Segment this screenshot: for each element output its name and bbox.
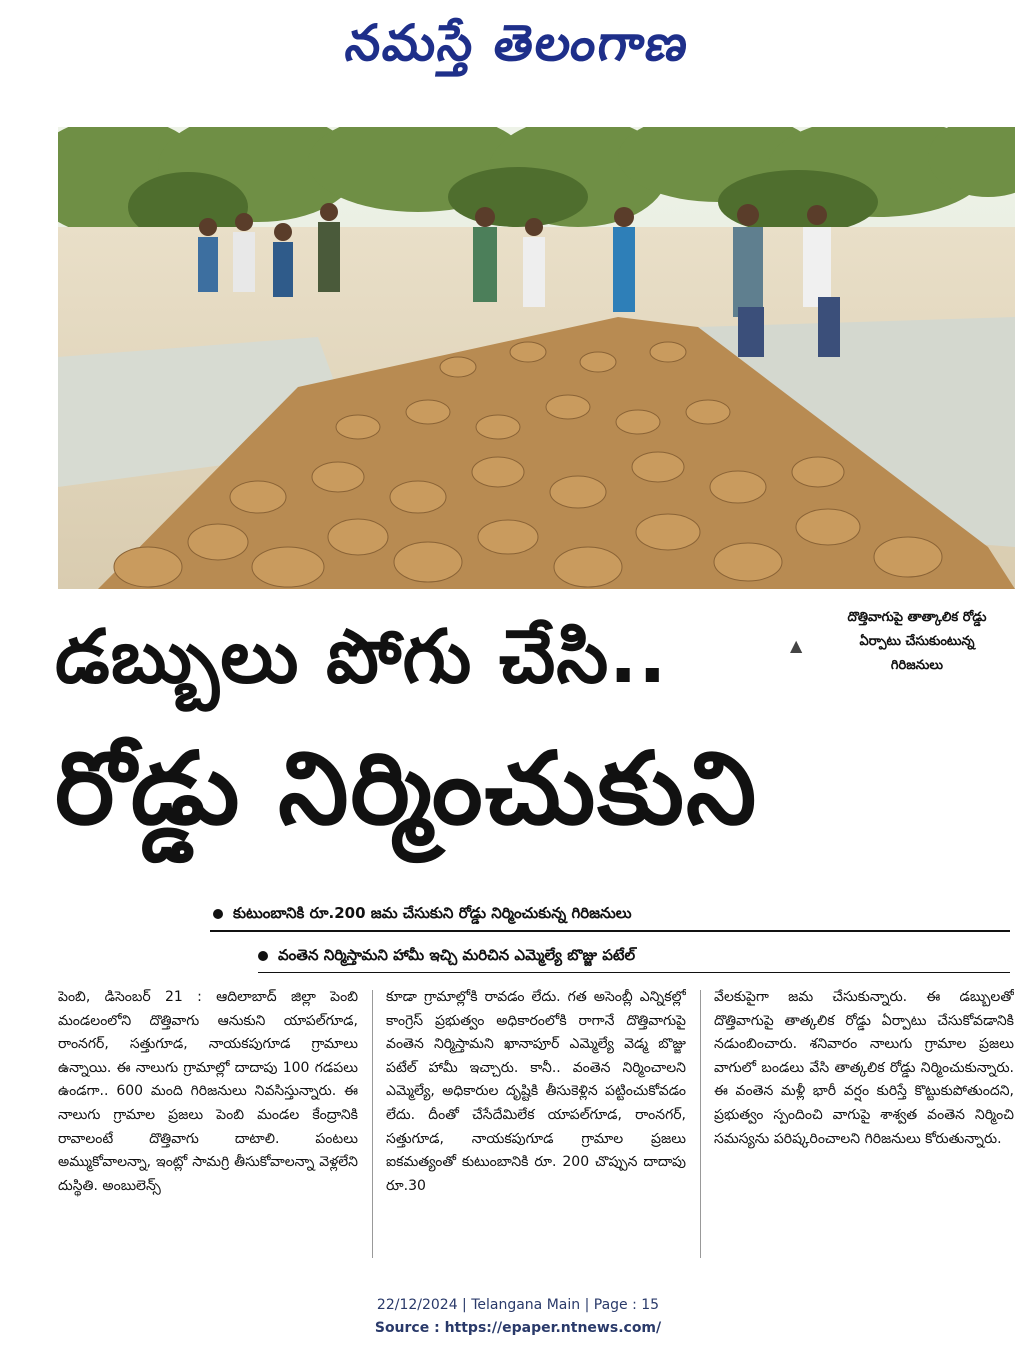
- subhead-divider: [258, 972, 1010, 973]
- masthead: [0, 8, 1036, 78]
- bullet-icon: [213, 909, 223, 919]
- article-column-3: వేలకుపైగా జమ చేసుకున్నారు. ఈ డబ్బులతో దొత్తివాగుపై తాత్కలిక రోడ్డు ఏర్పాటు చేసుకోవడానికి నడుంబించారు. శనివారం నాలుగు గ్రామాల ప్రజలు వాగులో బండలు వేసి తాత్కలిక రోడ్డు నిర్మించుకున్నారు. ఈ వంతెన మళ్లీ భారీ వర్షం కురిస్తే కొట్టుకుపోతుందని, ప్రభుత్వం స్పందించి వాగుపై శాశ్వత వంతెన నిర్మించి సమస్యను పరిష్కరించాలని గిరిజనులు కోరుతున్నారు.: [714, 989, 1014, 1147]
- caption-line: దొత్తివాగుపై తాత్కాలిక రోడ్డు: [847, 610, 987, 625]
- caption-line: ఏర్పాటు చేసుకుంటున్న: [859, 634, 975, 649]
- article-column-2: కూడా గ్రామాల్లోకి రావడం లేదు. గత అసెంబ్లీ ఎన్నికల్లో కాంగ్రెస్ ప్రభుత్వం అధికారంలోకి రాగానే దొత్తివాగుపై వంతెన నిర్మిస్తామని ఖానాపూర్ ఎమ్మెల్యే వెడ్మ బొజ్జు పటేల్ హామీ ఇచ్చారు. కానీ.. వంతెన నిర్మించాలని ఎమ్మెల్యే, అధికారుల దృష్టికి తీసుకెళ్లిన పట్టించుకోవడం లేదు. దీంతో చేసేదేమిలేక యాపల్‌గూడ, రాంనగర్, సత్తుగూడ, నాయకపుగూడ గ్రామాల ప్రజలు ఐకమత్యంతో కుటుంబానికి రూ. 200 చొప్పున దాదాపు రూ.30: [386, 989, 686, 1194]
- newspaper-logo: నమస్తే తెలంగాణ: [342, 13, 694, 72]
- subhead-text: వంతెన నిర్మిస్తామని హామీ ఇచ్చి మరిచిన ఎమ్మెల్యే బొజ్జు పటేల్: [278, 946, 636, 964]
- footer-edition-info: 22/12/2024 | Telangana Main | Page : 15: [376, 1297, 660, 1313]
- bullet-icon: [258, 951, 268, 961]
- subhead-text: కుటుంబానికి రూ.200 జమ చేసుకుని రోడ్డు నిర్మించుకున్న గిరిజనులు: [233, 904, 632, 922]
- photo-stone-road-construction: [58, 127, 1015, 589]
- subhead-divider: [210, 930, 1010, 932]
- article-body: [58, 986, 1020, 1262]
- headline-line-2: రోడ్డు నిర్మించుకుని: [55, 730, 759, 847]
- caption-arrow-icon: ▲: [790, 636, 803, 655]
- news-photo: [58, 127, 1015, 589]
- photo-caption: [812, 606, 1022, 678]
- subhead-1: [213, 902, 632, 924]
- column-divider: [700, 990, 701, 1258]
- subhead-2: [258, 944, 635, 966]
- footer-source-link[interactable]: Source : https://epaper.ntnews.com/: [374, 1320, 662, 1336]
- headline-line-1: డబ్బులు పోగు చేసి..: [55, 614, 668, 700]
- column-divider: [372, 990, 373, 1258]
- caption-line: గిరిజనులు: [890, 658, 944, 673]
- article-column-1: పెంబి, డిసెంబర్ 21 : ఆదిలాబాద్ జిల్లా పెంబి మండలంలోని దొత్తివాగు ఆనుకుని యాపల్‌గూడ, రాంనగర్, సత్తుగూడ, నాయకపుగూడ గ్రామాలు ఉన్నాయి. ఈ నాలుగు గ్రామాల్లో దాదాపు 100 గడపలు ఉండగా.. 600 మంది గిరిజనులు నివసిస్తున్నారు. ఈ నాలుగు గ్రామాల ప్రజలు పెంబి మండల కేంద్రానికి రావాలంటే దొత్తివాగు దాటాలి. పంటలు అమ్ముకోవాలన్నా, ఇంట్లో సామగ్రి తీసుకోవాలన్నా వెళ్లలేని దుస్థితి. అంబులెన్స్: [58, 989, 358, 1194]
